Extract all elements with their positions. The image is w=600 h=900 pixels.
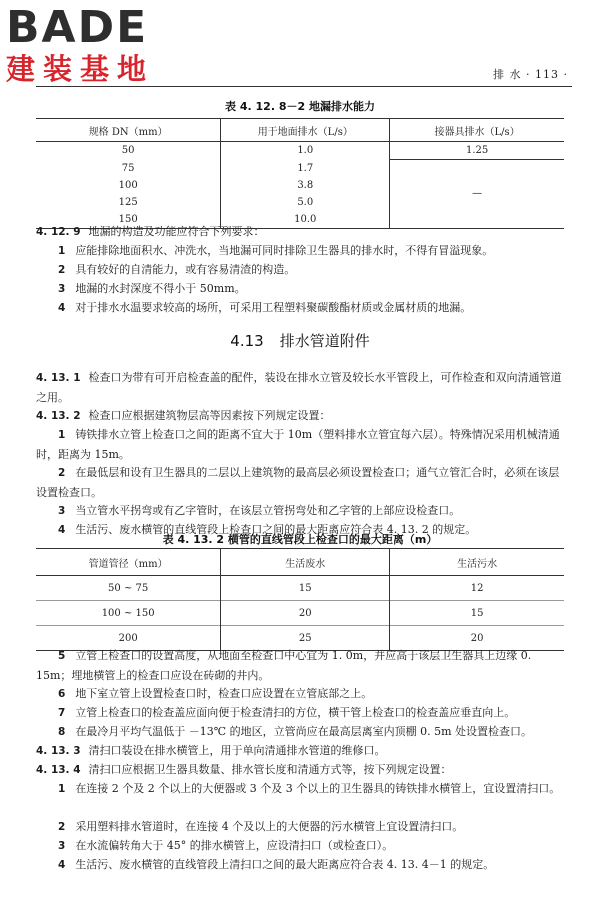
list-item: 2 在最低层和设有卫生器具的二层以上建筑物的最高层必须设置检查口；通气立管汇合时，必须在该层设置检查口。: [36, 466, 560, 499]
table-cell: 10.0: [221, 211, 390, 229]
clause-4-13-3: [36, 741, 564, 761]
table1-header-size: 规格 DN（mm）: [36, 119, 221, 142]
table1-merged-cell: —: [390, 160, 564, 229]
table-cell: 1.7: [221, 160, 390, 177]
table-row: [36, 576, 564, 601]
table1-header-fixture: 接器具排水（L/s）: [390, 119, 564, 142]
logo-tagline: 建装基地: [6, 52, 155, 86]
table-cell: 150: [118, 213, 138, 225]
table-cell: 200: [36, 626, 221, 651]
clause-text: 检查口为带有可开启检查盖的配件，装设在排水立管及较长水平管段上，可作检查和双向清通管道之用。: [36, 371, 562, 404]
clause-4-12-9: [36, 222, 564, 242]
clause-text: 地漏的构造及功能应符合下列要求：: [88, 225, 265, 238]
table-cell: 12: [390, 576, 564, 601]
table-cell: 75: [121, 162, 135, 174]
list-item: 5 立管上检查口的设置高度，从地面至检查口中心宜为 1. 0m，并应高于该层卫生器具上边缘 0. 15m；埋地横管上的检查口应设在砖砌的井内。: [36, 649, 532, 682]
section-number: 4.13: [230, 332, 264, 350]
table-cell: 20: [390, 626, 564, 651]
clause-text: 清扫口应根据卫生器具数量、排水管长度和清通方式等，按下列规定设置：: [88, 763, 452, 776]
list-item: 3 在水流偏转角大于 45° 的排水横管上，应设清扫口（或检查口）。: [58, 839, 394, 852]
clause-text: 检查口应根据建筑物层高等因素按下列规定设置：: [88, 409, 331, 422]
section-title: 排水管道附件: [279, 332, 370, 350]
clause-4-13-4: [36, 760, 564, 780]
table-cell: 15: [221, 576, 390, 601]
table2-header-diameter: 管道管径（mm）: [36, 549, 221, 576]
table-cell: 125: [118, 196, 138, 208]
table2-caption: 表 4. 13. 2 横管的直线管段上检查口的最大距离（m）: [162, 533, 438, 546]
table1-caption: 表 4. 12. 8－2 地漏排水能力: [225, 100, 375, 113]
table-cleanout-max-distance: [36, 548, 564, 651]
clause-number: 4. 13. 3: [36, 745, 81, 757]
running-head: 排 水 · 113 ·: [493, 68, 568, 81]
brand-logo: [6, 4, 154, 86]
table-cell: 5.0: [221, 194, 390, 211]
table-cell: 3.8: [221, 177, 390, 194]
list-item: 3 地漏的水封深度不得小于 50mm。: [58, 282, 246, 295]
table-cell: 100 ~ 150: [36, 601, 221, 626]
list-item: 6 地下室立管上设置检查口时，检查口应设置在立管底部之上。: [58, 687, 373, 700]
header-rule: [36, 86, 572, 87]
list-item: 7 立管上检查口的检查盖应面向便于检查清扫的方位，横干管上检查口的检查盖应垂直向上。: [58, 706, 516, 719]
table-cell: 50: [121, 145, 135, 157]
list-item: 1 在连接 2 个及 2 个以上的大便器或 3 个及 3 个以上的卫生器具的铸铁排水横管上，宜设置清扫口。: [58, 782, 561, 795]
logo-wordmark: BADE: [6, 2, 149, 53]
table-cell: 20: [221, 601, 390, 626]
table-row: [36, 142, 564, 160]
clause-number: 4. 13. 4: [36, 764, 81, 776]
table-cell: 15: [390, 601, 564, 626]
list-item: 4 生活污、废水横管的直线管段上清扫口之间的最大距离应符合表 4. 13. 4－1 的规定。: [58, 858, 495, 871]
clause-number: 4. 12. 9: [36, 226, 81, 238]
table-row: [36, 160, 564, 177]
list-item: 2 采用塑料排水管道时，在连接 4 个及以上的大便器的污水横管上宜设置清扫口。: [58, 820, 464, 833]
section-heading: [0, 330, 600, 351]
list-item: 1 应能排除地面积水、冲洗水，当地漏可同时排除卫生器具的排水时，不得有冒溢现象。: [58, 244, 494, 257]
clause-number: 4. 13. 1: [36, 372, 81, 384]
table2-header-waste: 生活废水: [221, 549, 390, 576]
list-item: 1 铸铁排水立管上检查口之间的距离不宜大于 10m（塑料排水立管宜每六层）。特殊情况采用机械清通时，距离为 15m。: [36, 428, 560, 461]
table-row: [36, 601, 564, 626]
list-item: 4 生活污、废水横管的直线管段上检查口之间的最大距离应符合表 4. 13. 2 的规定。: [58, 523, 477, 536]
table-cell: 1.0: [221, 142, 390, 160]
list-item: 8 在最冷月平均气温低于 －13℃ 的地区，立管尚应在最高层离室内顶棚 0. 5m 处设置检查口。: [58, 725, 533, 738]
table-cell: 25: [221, 626, 390, 651]
clause-4-13-1: [36, 368, 564, 407]
list-item: 2 具有较好的自清能力，或有容易清渣的构造。: [58, 263, 296, 276]
list-item: 4 对于排水水温要求较高的场所，可采用工程塑料聚碳酸酯材质或金属材质的地漏。: [58, 301, 472, 314]
clause-number: 4. 13. 2: [36, 410, 81, 422]
table-floor-drain-capacity: [36, 118, 564, 229]
table1-header-floor: 用于地面排水（L/s）: [221, 119, 390, 142]
clause-4-13-2: [36, 406, 564, 426]
table-cell: 50 ~ 75: [36, 576, 221, 601]
list-item: 3 当立管水平拐弯或有乙字管时，在该层立管拐弯处和乙字管的上部应设检查口。: [58, 504, 461, 517]
table-cell: 1.25: [390, 142, 564, 160]
table2-header-sewage: 生活污水: [390, 549, 564, 576]
clause-text: 清扫口装设在排水横管上，用于单向清通排水管道的维修口。: [88, 744, 386, 757]
table-cell: 100: [118, 179, 138, 191]
